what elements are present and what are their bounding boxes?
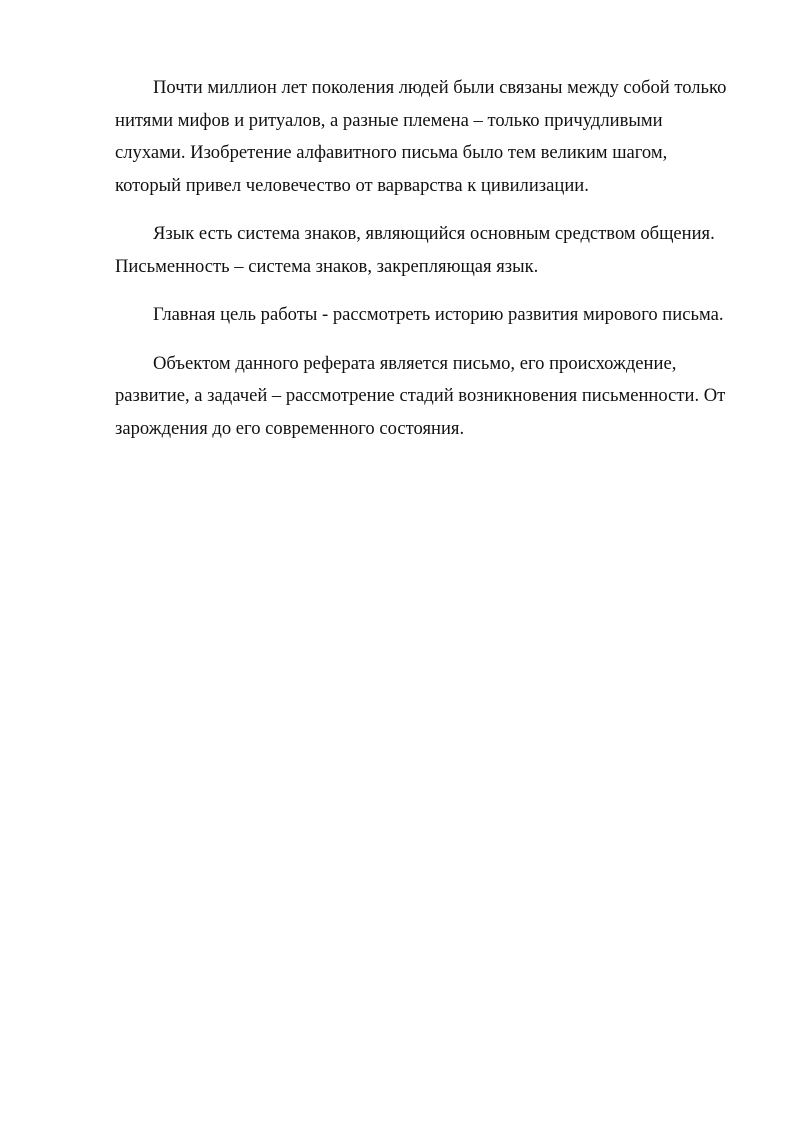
text-line: нитями мифов и ритуалов, а разные племена – только причудливыми — [115, 109, 663, 131]
text-line: Главная цель работы - рассмотреть историю развития мирового письма. — [153, 304, 724, 325]
text-line: Язык есть система знаков, являющийся основным средством общения. — [153, 223, 715, 244]
document-body — [115, 72, 745, 461]
text-line: который привел человечество от варварства к цивилизации. — [115, 174, 589, 196]
paragraph-intro — [115, 72, 745, 202]
paragraph-object — [115, 348, 745, 446]
text-line: Почти миллион лет поколения людей были связаны между собой только — [153, 77, 727, 98]
text-line: Письменность – система знаков, закрепляющая язык. — [115, 255, 539, 277]
text-line: Объектом данного реферата является письмо, его происхождение, — [153, 352, 677, 374]
paragraph-goal — [115, 299, 745, 332]
text-line: зарождения до его современного состояния. — [115, 417, 465, 439]
paragraph-language — [115, 218, 745, 283]
text-line: развитие, а задачей – рассмотрение стадий возникновения письменности. От — [115, 385, 726, 406]
text-line: слухами. Изобретение алфавитного письма было тем великим шагом, — [115, 142, 668, 163]
